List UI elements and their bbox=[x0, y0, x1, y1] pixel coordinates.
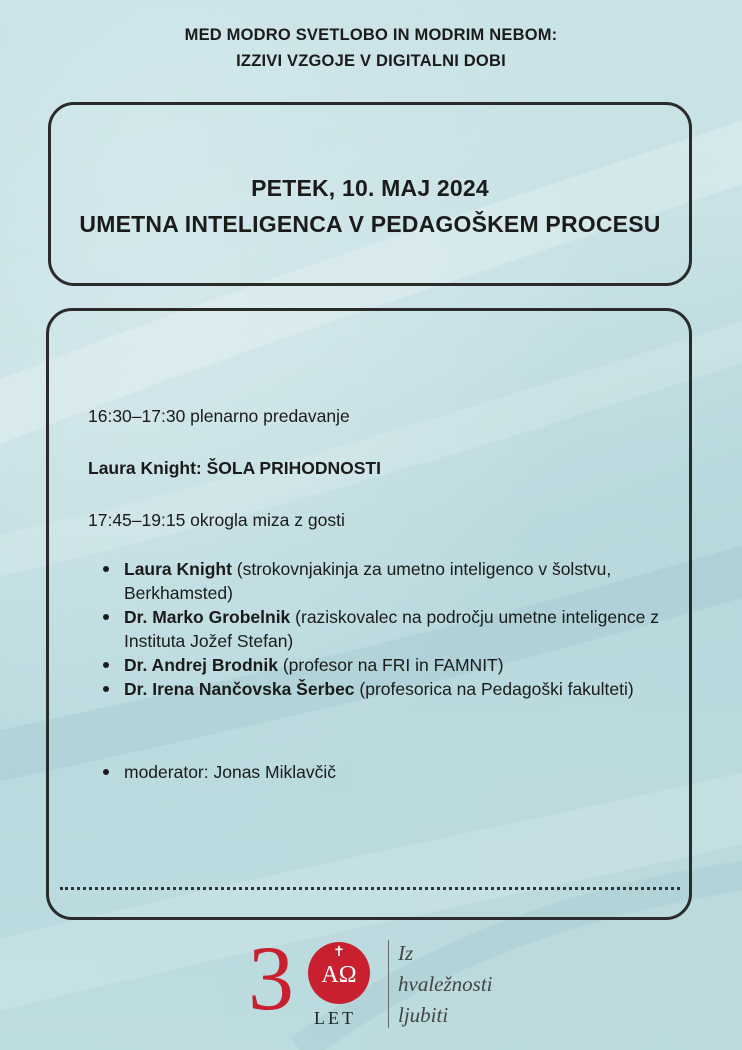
guest-name: Dr. Andrej Brodnik bbox=[124, 655, 278, 675]
lecture-time: 16:30–17:30 plenarno predavanje bbox=[88, 406, 350, 426]
list-item bbox=[124, 653, 664, 677]
guest-desc: (profesor na FRI in FAMNIT) bbox=[277, 655, 504, 675]
cross-icon: ✝ bbox=[333, 945, 345, 960]
event-date: PETEK, 10. MAJ 2024 bbox=[251, 175, 489, 201]
list-item bbox=[124, 557, 664, 605]
slogan-line1: Iz bbox=[398, 941, 414, 965]
guest-name: Laura Knight bbox=[124, 559, 232, 579]
slogan-line3: ljubiti bbox=[398, 1003, 449, 1027]
anniversary-logo bbox=[248, 927, 538, 1034]
alpha-omega-emblem-icon bbox=[308, 942, 370, 1004]
series-title-line2: IZZIVI VZGOJE V DIGITALNI DOBI bbox=[236, 52, 506, 70]
moderator-item: moderator: Jonas Miklavčič bbox=[124, 760, 664, 784]
guest-list bbox=[124, 557, 664, 701]
guest-name: Dr. Marko Grobelnik bbox=[124, 607, 291, 627]
dotted-divider bbox=[60, 887, 680, 890]
event-title-box bbox=[48, 102, 692, 286]
guest-name: Dr. Irena Nančovska Šerbec bbox=[124, 679, 355, 699]
series-title bbox=[0, 22, 742, 74]
logo-let: LET bbox=[314, 1008, 356, 1028]
series-title-line1: MED MODRO SVETLOBO IN MODRIM NEBOM: bbox=[184, 26, 558, 44]
panel-time: 17:45–19:15 okrogla miza z gosti bbox=[88, 510, 345, 530]
slogan-line2: hvaležnosti bbox=[398, 972, 493, 996]
guest-desc: (raziskovalec na področju umetne inteligence z Instituta Jožef Stefan) bbox=[124, 607, 659, 651]
logo-separator bbox=[388, 940, 389, 1028]
logo-slogan bbox=[398, 938, 493, 1031]
list-item bbox=[124, 605, 664, 653]
logo-number: 3 bbox=[248, 927, 294, 1029]
moderator-list bbox=[124, 760, 664, 784]
guest-desc: (profesorica na Pedagoški fakulteti) bbox=[354, 679, 634, 699]
guest-desc: (strokovnjakinja za umetno inteligenco v šolstvu, Berkhamsted) bbox=[124, 559, 612, 603]
event-topic: UMETNA INTELIGENCA V PEDAGOŠKEM PROCESU bbox=[79, 211, 661, 237]
logo-symbol: AΩ bbox=[321, 962, 357, 988]
list-item bbox=[124, 677, 664, 701]
lecture-title: Laura Knight: ŠOLA PRIHODNOSTI bbox=[88, 458, 381, 478]
